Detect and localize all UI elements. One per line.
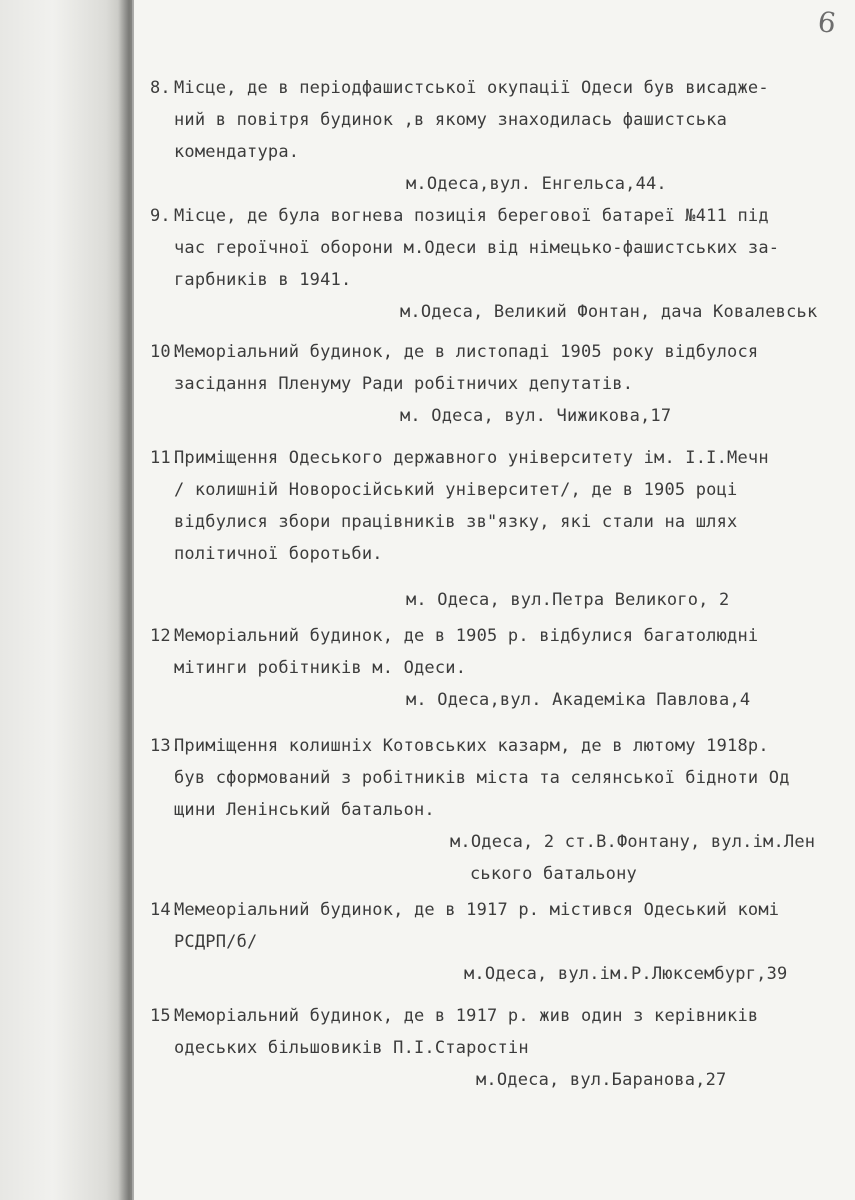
entry-line: мітинги робітників м. Одеси. <box>174 658 467 678</box>
entry-number: 13. <box>150 736 182 756</box>
entry-text: Меморіальний будинок, де в листопаді 1905 року відбулося <box>174 342 759 362</box>
entry-8 <box>150 72 850 200</box>
entry-line: засідання Пленуму Ради робітничих депутатів. <box>174 374 634 394</box>
entry-line: одеських більшовиків П.І.Старостін <box>174 1038 529 1058</box>
entry-line <box>150 620 850 652</box>
entry-address: м. Одеса, вул. Чижикова,17 <box>400 406 672 426</box>
entry-11 <box>150 442 850 616</box>
entry-line: / колишній Новоросійський університет/, де в 1905 році <box>174 480 738 500</box>
entry-address: м. Одеса,вул. Академіка Павлова,4 <box>406 690 751 710</box>
entry-number: 14. <box>150 900 182 920</box>
entry-number: 9. <box>150 206 171 226</box>
entry-12 <box>150 620 850 716</box>
entry-line: політичної боротьби. <box>174 544 383 564</box>
entry-address: м.Одеса, вул.ім.Р.Люксембург,39 <box>464 964 788 984</box>
entry-number: 12. <box>150 626 182 646</box>
entry-line <box>150 72 850 104</box>
binding-strip <box>0 0 132 1200</box>
entry-line <box>150 894 850 926</box>
entry-13 <box>150 730 850 890</box>
entry-line <box>150 336 850 368</box>
entry-text: Приміщення колишніх Котовських казарм, де в лютому 1918р. <box>174 736 769 756</box>
entry-line: час героїчної оборони м.Одеси від німецько-фашистських за- <box>174 238 780 258</box>
entry-line: гарбників в 1941. <box>174 270 352 290</box>
entry-line <box>150 200 850 232</box>
entry-number: 11. <box>150 448 182 468</box>
entry-line <box>150 1000 850 1032</box>
entry-address-cont: ського батальону <box>470 864 637 884</box>
entry-9 <box>150 200 850 328</box>
entry-text: Місце, де в періодфашистської окупації Одеси був висадже- <box>174 78 769 98</box>
entry-address: м.Одеса, вул.Баранова,27 <box>476 1070 727 1090</box>
entry-15 <box>150 1000 850 1096</box>
entry-number: 8. <box>150 78 171 98</box>
entry-14 <box>150 894 850 990</box>
entry-line <box>150 730 850 762</box>
entry-line: комендатура. <box>174 142 300 162</box>
entry-number: 10. <box>150 342 182 362</box>
entry-address: м.Одеса, 2 ст.В.Фонтану, вул.ім.Лен <box>450 832 816 852</box>
entry-text: Мемеоріальний будинок, де в 1917 р. містився Одеський комі <box>174 900 780 920</box>
entry-line: РСДРП/б/ <box>174 932 258 952</box>
entry-text: Меморіальний будинок, де в 1905 р. відбулися багатолюдні <box>174 626 759 646</box>
entry-line: був сформований з робітників міста та селянської бідноти Од <box>174 768 790 788</box>
entry-line <box>150 442 850 474</box>
entry-line: ний в повітря будинок ,в якому знаходилась фашистська <box>174 110 728 130</box>
entry-10 <box>150 336 850 432</box>
entry-text: Приміщення Одеського державного університету ім. І.І.Мечн <box>174 448 769 468</box>
entry-number: 15. <box>150 1006 182 1026</box>
entry-text: Місце, де була вогнева позиція берегової батареї №411 під <box>174 206 769 226</box>
entry-address: м.Одеса, Великий Фонтан, дача Ковалевськ <box>400 302 818 322</box>
entry-address: м. Одеса, вул.Петра Великого, 2 <box>406 590 730 610</box>
entry-address: м.Одеса,вул. Енгельса,44. <box>406 174 667 194</box>
entry-text: Меморіальний будинок, де в 1917 р. жив один з керівників <box>174 1006 759 1026</box>
entry-line: відбулися збори працівників зв"язку, які стали на шлях <box>174 512 738 532</box>
entry-line: щини Ленінський батальон. <box>174 800 435 820</box>
page-number: 6 <box>815 4 839 41</box>
